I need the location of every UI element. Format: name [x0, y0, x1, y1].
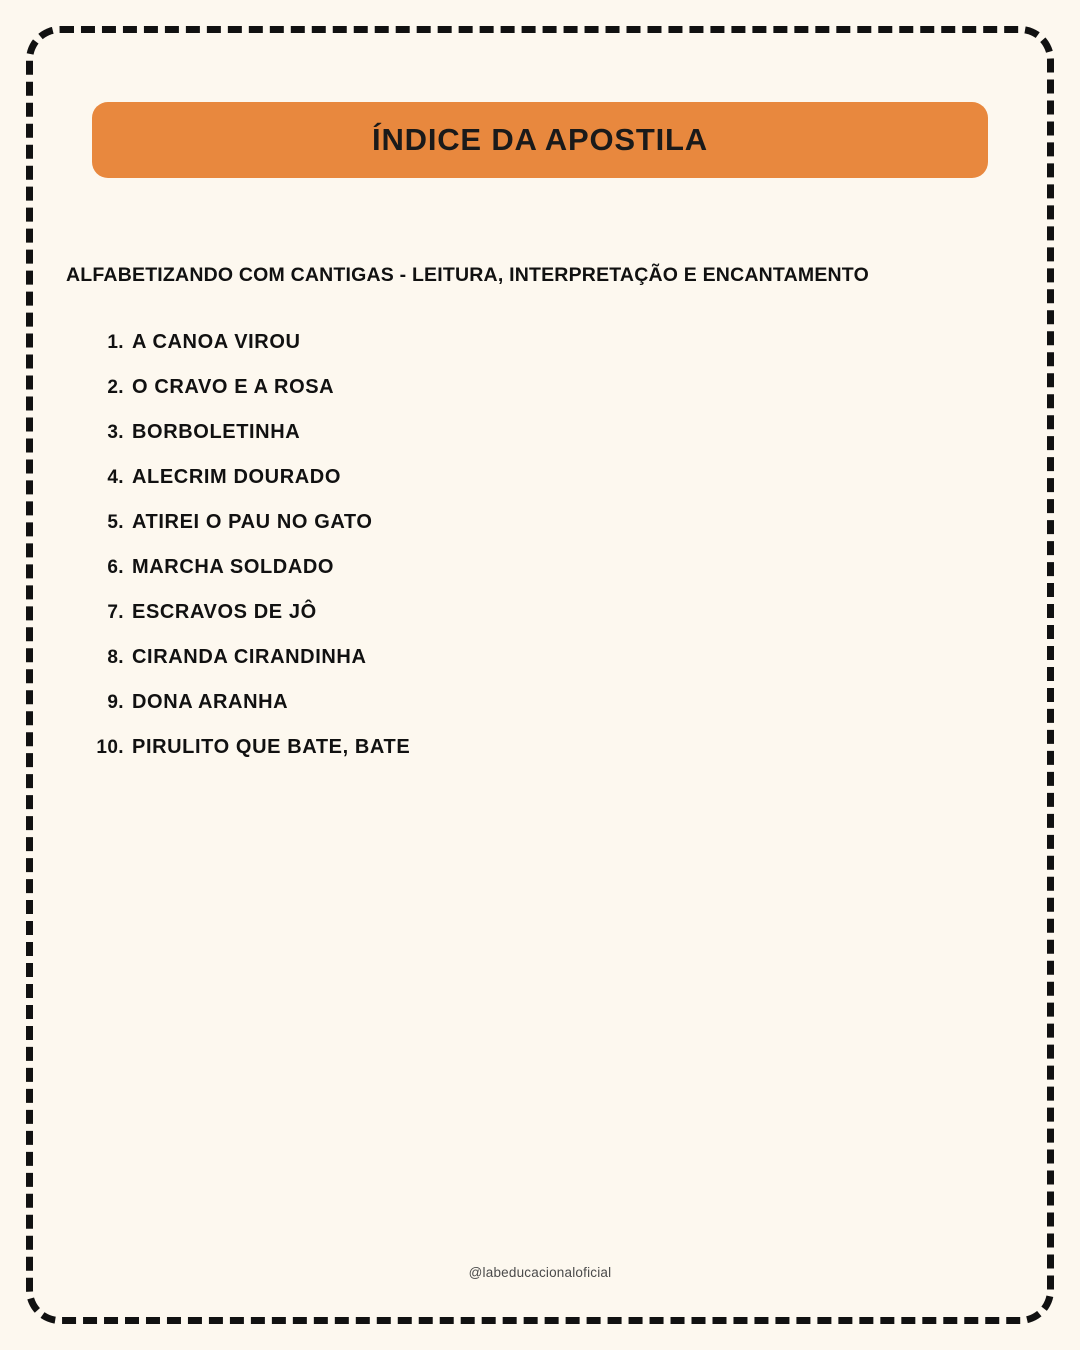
list-item-label: MARCHA SOLDADO	[132, 556, 335, 578]
list-item-label: A CANOA VIROU	[132, 331, 301, 353]
list-item-label: O CRAVO E A ROSA	[132, 376, 335, 398]
list-item-label: PIRULITO QUE BATE, BATE	[132, 736, 411, 758]
list-item-label: DONA ARANHA	[132, 691, 289, 713]
list-item[interactable]	[62, 601, 1018, 624]
list-item-number: 5.	[107, 512, 124, 533]
list-item-number: 3.	[107, 422, 124, 443]
title-banner	[92, 102, 988, 178]
list-item[interactable]	[62, 646, 1018, 669]
list-item[interactable]	[62, 736, 1018, 759]
list-item-label: BORBOLETINHA	[132, 421, 301, 443]
list-item-label: ALECRIM DOURADO	[132, 466, 341, 488]
page-title: ÍNDICE DA APOSTILA	[372, 122, 708, 157]
list-item-number: 8.	[107, 647, 124, 668]
list-item-number: 9.	[107, 692, 124, 713]
list-item[interactable]	[62, 466, 1018, 489]
list-item-number: 7.	[107, 602, 124, 623]
list-item[interactable]	[62, 421, 1018, 444]
list-item-number: 1.	[107, 332, 124, 353]
list-item[interactable]	[62, 376, 1018, 399]
list-item-label: CIRANDA CIRANDINHA	[132, 646, 367, 668]
list-item[interactable]	[62, 331, 1018, 354]
list-item[interactable]	[62, 691, 1018, 714]
list-item-label: ESCRAVOS DE JÔ	[132, 601, 317, 623]
list-item[interactable]	[62, 556, 1018, 579]
list-item-number: 2.	[107, 377, 124, 398]
page-content	[62, 62, 1018, 1288]
list-item-number: 4.	[107, 467, 124, 488]
list-item-number: 6.	[107, 557, 124, 578]
footer-handle: @labeducacionaloficial	[468, 1265, 612, 1280]
list-item[interactable]	[62, 511, 1018, 534]
list-item-number: 10.	[96, 737, 124, 758]
table-of-contents	[62, 331, 1018, 759]
list-item-label: ATIREI O PAU NO GATO	[132, 511, 373, 533]
section-heading: ALFABETIZANDO COM CANTIGAS - LEITURA, INTERPRETAÇÃO E ENCANTAMENTO	[66, 264, 869, 286]
